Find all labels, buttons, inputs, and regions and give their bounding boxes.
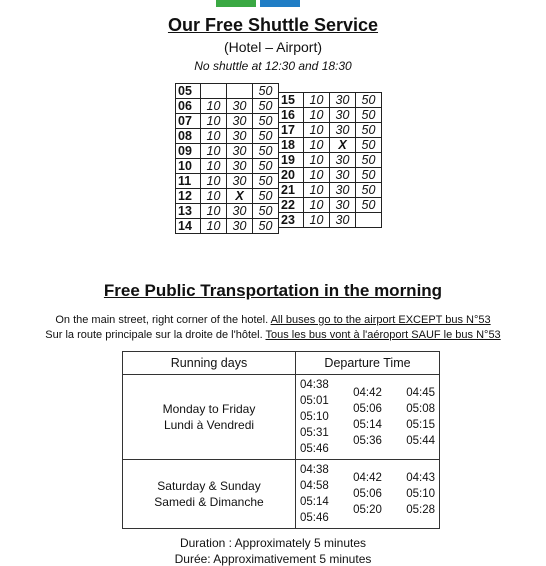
bus-exception-fr: Tous les bus vont à l'aéroport SAUF le bus N°53 [265,329,501,341]
shuttle-hour: 19 [279,153,304,168]
shuttle-minute: 30 [330,153,356,168]
shuttle-minute: 50 [253,174,279,189]
shuttle-minute: 50 [356,183,382,198]
hotel-logo [216,0,300,7]
shuttle-minute [201,84,227,99]
running-days-cell [123,460,296,529]
running-days-fr: Samedi & Dimanche [154,495,264,509]
departure-times-cell [296,375,440,460]
shuttle-minute: 50 [253,144,279,159]
shuttle-schedule-morning [175,83,279,234]
shuttle-minute: 50 [356,153,382,168]
departure-time: 05:15 [406,419,435,431]
departure-times-column [300,462,329,526]
departure-time: 04:42 [353,472,382,484]
shuttle-hour-row [279,153,382,168]
departure-time: 05:31 [300,427,329,439]
shuttle-minute: 50 [253,204,279,219]
shuttle-hour-row [176,99,279,114]
shuttle-hour-row [176,204,279,219]
shuttle-minute: 30 [227,174,253,189]
shuttle-hour: 21 [279,183,304,198]
shuttle-minute: 30 [330,183,356,198]
shuttle-minute: 30 [227,159,253,174]
shuttle-minute: 50 [356,108,382,123]
departure-times-column [353,462,382,526]
running-days-en: Monday to Friday [162,402,256,416]
shuttle-hour-row [279,138,382,153]
shuttle-minute: 50 [253,99,279,114]
duration-fr: Durée: Approximativement 5 minutes [174,552,372,566]
shuttle-hour: 12 [176,189,201,204]
shuttle-minute: 10 [201,219,227,234]
departure-time: 05:06 [353,403,382,415]
shuttle-minute: 10 [304,93,330,108]
departure-time: 04:43 [406,472,435,484]
departure-time: 05:10 [406,488,435,500]
shuttle-hour-row [176,84,279,99]
logo-green-bar [216,0,256,7]
shuttle-minute: 50 [253,129,279,144]
shuttle-schedule-afternoon [278,92,382,228]
departure-times-column [353,377,382,457]
departure-time: 05:08 [406,403,435,415]
shuttle-hour: 18 [279,138,304,153]
shuttle-minute: 50 [253,159,279,174]
page-title: Our Free Shuttle Service [167,15,379,35]
departure-time: 05:14 [300,496,329,508]
shuttle-minute: 50 [356,93,382,108]
departure-time: 05:10 [300,411,329,423]
shuttle-hour-row [176,114,279,129]
departure-time: 05:01 [300,395,329,407]
shuttle-minute: 10 [201,114,227,129]
col-departure-time: Departure Time [296,352,440,375]
shuttle-hour-row [279,123,382,138]
departure-times-column [406,462,435,526]
logo-blue-bar [260,0,300,7]
shuttle-minute: 50 [356,123,382,138]
shuttle-minute: 30 [330,123,356,138]
departure-time: 04:45 [406,387,435,399]
departure-time: 05:46 [300,443,329,455]
shuttle-minute: 50 [253,84,279,99]
departure-time: 05:28 [406,504,435,516]
departure-time: 05:44 [406,435,435,447]
shuttle-hour: 23 [279,213,304,228]
shuttle-minute: 10 [201,159,227,174]
running-days-fr: Lundi à Vendredi [163,418,255,432]
shuttle-minute: 30 [330,213,356,228]
shuttle-minute: X [227,189,253,204]
shuttle-hour-row [279,198,382,213]
departure-time: 04:38 [300,464,329,476]
duration-en: Duration : Approximately 5 minutes [179,536,367,550]
shuttle-minute: 10 [304,213,330,228]
shuttle-minute: 30 [330,168,356,183]
departure-times-column [300,377,329,457]
departure-row [123,375,440,460]
shuttle-minute: 30 [330,93,356,108]
shuttle-minute: 50 [356,168,382,183]
shuttle-minute: 10 [304,123,330,138]
shuttle-hour: 20 [279,168,304,183]
shuttle-minute: 10 [201,189,227,204]
shuttle-note: No shuttle at 12:30 and 18:30 [194,59,352,73]
shuttle-minute [227,84,253,99]
shuttle-hour-row [176,129,279,144]
departure-time: 04:38 [300,379,329,391]
shuttle-hour: 15 [279,93,304,108]
shuttle-minute: 10 [201,99,227,114]
shuttle-minute: 30 [227,99,253,114]
departure-table [122,351,440,529]
shuttle-hour: 22 [279,198,304,213]
bus-exception-en: All buses go to the airport EXCEPT bus N°53 [270,314,491,326]
shuttle-hour-row [176,189,279,204]
bus-stop-info-fr [0,329,546,341]
shuttle-hour: 05 [176,84,201,99]
public-transport-title: Free Public Transportation in the morning [103,281,443,300]
departure-time: 04:42 [353,387,382,399]
shuttle-minute: 50 [356,198,382,213]
shuttle-minute [356,213,382,228]
shuttle-hour-row [279,108,382,123]
shuttle-hour-row [176,219,279,234]
bus-stop-info-en [0,314,546,326]
shuttle-minute: 30 [227,129,253,144]
shuttle-hour: 11 [176,174,201,189]
shuttle-minute: 30 [330,108,356,123]
shuttle-minute: 50 [253,189,279,204]
shuttle-hour-row [279,168,382,183]
departure-time: 05:20 [353,504,382,516]
departure-time: 04:58 [300,480,329,492]
shuttle-minute: 10 [304,138,330,153]
shuttle-minute: 50 [356,138,382,153]
departure-time: 05:06 [353,488,382,500]
shuttle-hour-row [176,159,279,174]
departure-times-column [406,377,435,457]
departure-table-header [123,352,440,375]
departure-times-cell [296,460,440,529]
page-subtitle: (Hotel – Airport) [223,39,323,55]
shuttle-minute: 10 [304,168,330,183]
running-days-cell [123,375,296,460]
shuttle-hour: 10 [176,159,201,174]
shuttle-hour: 14 [176,219,201,234]
shuttle-minute: 50 [253,114,279,129]
shuttle-minute: 10 [304,108,330,123]
shuttle-minute: 50 [253,219,279,234]
shuttle-minute: 30 [227,144,253,159]
departure-time: 05:36 [353,435,382,447]
shuttle-hour: 13 [176,204,201,219]
shuttle-minute: 10 [201,144,227,159]
shuttle-hour: 06 [176,99,201,114]
departure-row [123,460,440,529]
shuttle-minute: 10 [201,204,227,219]
shuttle-minute: 10 [201,174,227,189]
running-days-en: Saturday & Sunday [157,479,261,493]
shuttle-minute: X [330,138,356,153]
shuttle-minute: 30 [227,204,253,219]
bus-stop-text-en: On the main street, right corner of the hotel. [55,314,271,326]
shuttle-minute: 10 [304,183,330,198]
shuttle-hour-row [279,93,382,108]
shuttle-hour: 17 [279,123,304,138]
shuttle-minute: 30 [227,219,253,234]
shuttle-minute: 10 [201,129,227,144]
shuttle-minute: 30 [227,114,253,129]
col-running-days: Running days [123,352,296,375]
shuttle-hour-row [279,183,382,198]
shuttle-hour: 08 [176,129,201,144]
departure-time: 05:46 [300,512,329,524]
departure-time: 05:14 [353,419,382,431]
shuttle-hour-row [279,213,382,228]
shuttle-hour-row [176,144,279,159]
shuttle-hour-row [176,174,279,189]
shuttle-minute: 10 [304,153,330,168]
shuttle-hour: 09 [176,144,201,159]
shuttle-hour: 16 [279,108,304,123]
shuttle-hour: 07 [176,114,201,129]
bus-stop-text-fr: Sur la route principale sur la droite de l'hôtel. [45,329,266,341]
shuttle-minute: 10 [304,198,330,213]
shuttle-minute: 30 [330,198,356,213]
